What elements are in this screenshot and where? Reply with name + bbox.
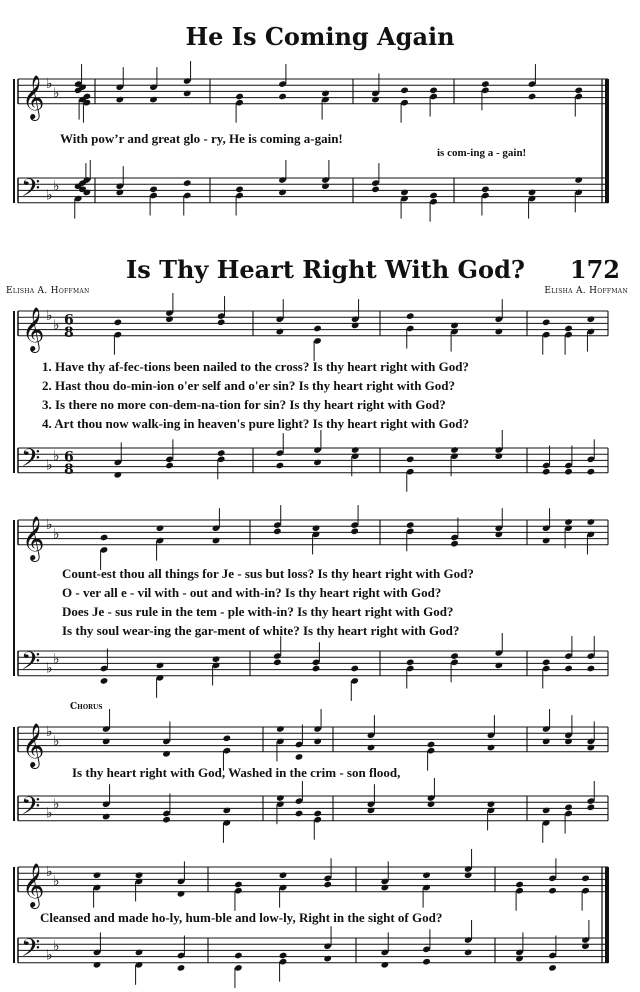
notehead bbox=[481, 80, 490, 88]
notehead bbox=[93, 961, 102, 969]
notehead bbox=[450, 446, 459, 454]
notehead bbox=[276, 725, 285, 733]
notehead bbox=[313, 325, 322, 333]
notehead bbox=[102, 738, 111, 746]
notehead bbox=[149, 186, 158, 194]
flat-icon: ♭ bbox=[53, 178, 60, 195]
treble-clef-icon: 𝄞 bbox=[22, 722, 45, 767]
notehead bbox=[223, 735, 232, 743]
time-signature-top: 6 bbox=[64, 312, 74, 329]
notehead bbox=[162, 750, 171, 758]
notehead bbox=[381, 884, 390, 892]
notehead bbox=[542, 807, 551, 815]
notehead bbox=[495, 328, 504, 336]
notehead bbox=[564, 738, 573, 746]
notehead bbox=[564, 665, 573, 673]
flat-icon: ♭ bbox=[46, 660, 53, 677]
notehead bbox=[450, 322, 459, 330]
notehead bbox=[450, 540, 459, 548]
notehead bbox=[542, 738, 551, 746]
bass-clef-icon: 𝄢 bbox=[21, 933, 41, 969]
flat-icon: ♭ bbox=[53, 526, 60, 543]
notehead bbox=[548, 964, 557, 972]
notehead bbox=[548, 887, 557, 895]
notehead bbox=[371, 186, 380, 194]
notehead bbox=[464, 949, 473, 957]
chorus-label: Chorus bbox=[70, 702, 103, 712]
notehead bbox=[574, 176, 583, 184]
verse-1-line-1: 1. Have thy af-fec-tions been nailed to the cross? Is thy heart right with God? bbox=[42, 359, 469, 374]
treble-clef-icon: 𝄞 bbox=[22, 74, 45, 119]
notehead bbox=[371, 96, 380, 104]
treble-clef-icon: 𝄞 bbox=[22, 306, 45, 351]
notehead bbox=[273, 528, 282, 536]
notehead bbox=[350, 528, 359, 536]
notehead bbox=[422, 871, 431, 879]
flat-icon: ♭ bbox=[46, 724, 53, 741]
notehead bbox=[156, 524, 165, 532]
flat-icon: ♭ bbox=[53, 448, 60, 465]
notehead bbox=[581, 875, 590, 883]
flat-icon: ♭ bbox=[53, 317, 60, 334]
notehead bbox=[587, 518, 596, 526]
notehead bbox=[400, 87, 409, 95]
final-barline-thick bbox=[605, 867, 609, 963]
notehead bbox=[422, 958, 431, 966]
notehead bbox=[367, 807, 376, 815]
notehead bbox=[295, 810, 304, 818]
notehead bbox=[235, 93, 244, 101]
notehead bbox=[487, 800, 496, 808]
flat-icon: ♭ bbox=[46, 517, 53, 534]
prev-hymn-title: He Is Coming Again bbox=[185, 22, 455, 51]
time-signature-bottom: 8 bbox=[64, 324, 74, 341]
notehead bbox=[183, 90, 192, 98]
notehead bbox=[156, 662, 165, 670]
notehead bbox=[587, 665, 596, 673]
notehead bbox=[313, 738, 322, 746]
notehead bbox=[116, 96, 125, 104]
composer-credit: Elisha A. Hoffman bbox=[544, 286, 628, 296]
bass-clef-icon: 𝄢 bbox=[21, 443, 41, 479]
notehead bbox=[367, 744, 376, 752]
prev-hymn-lyric-alt: is com-ing a - gain! bbox=[437, 147, 527, 159]
notehead bbox=[177, 964, 186, 972]
notehead bbox=[114, 471, 123, 479]
notehead bbox=[223, 807, 232, 815]
notehead bbox=[406, 659, 415, 667]
notehead bbox=[427, 800, 436, 808]
notehead bbox=[217, 319, 226, 327]
verse-2-line-2: O - ver all e - vil with - out and with-in? Is thy heart right with God? bbox=[62, 585, 442, 600]
notehead bbox=[321, 182, 330, 190]
notehead bbox=[116, 189, 125, 197]
flat-icon: ♭ bbox=[46, 864, 53, 881]
prev-hymn-lyric: With pow’r and great glo - ry, He is coming a-gain! bbox=[60, 131, 343, 146]
notehead bbox=[177, 890, 186, 898]
flat-icon: ♭ bbox=[46, 457, 53, 474]
flat-icon: ♭ bbox=[46, 308, 53, 325]
notehead bbox=[564, 468, 573, 476]
notehead bbox=[574, 87, 583, 95]
flat-icon: ♭ bbox=[53, 938, 60, 955]
notehead bbox=[406, 456, 415, 464]
notehead bbox=[313, 459, 322, 467]
treble-clef-icon: 𝄞 bbox=[22, 515, 45, 560]
notehead bbox=[183, 179, 192, 187]
flat-icon: ♭ bbox=[53, 873, 60, 890]
notehead bbox=[276, 462, 285, 470]
lyricist-credit: Elisha A. Hoffman bbox=[6, 286, 90, 296]
chorus-line-2: Cleansed and made ho-ly, hum-ble and low-ly, Right in the sight of God? bbox=[40, 910, 443, 925]
treble-clef-icon: 𝄞 bbox=[22, 862, 45, 907]
notehead bbox=[406, 521, 415, 529]
notehead bbox=[321, 90, 330, 98]
notehead bbox=[217, 449, 226, 457]
notehead bbox=[234, 952, 243, 960]
verse-4-line-2: Is thy soul wear-ing the gar-ment of white? Is thy heart right with God? bbox=[62, 623, 460, 638]
flat-icon: ♭ bbox=[53, 733, 60, 750]
notehead bbox=[149, 96, 158, 104]
notehead bbox=[400, 189, 409, 197]
final-barline-thick bbox=[605, 79, 609, 203]
notehead bbox=[564, 325, 573, 333]
notehead bbox=[450, 652, 459, 660]
notehead bbox=[542, 537, 551, 545]
notehead bbox=[100, 677, 109, 685]
notehead bbox=[495, 452, 504, 460]
notehead bbox=[100, 534, 109, 542]
notehead bbox=[165, 315, 174, 323]
notehead bbox=[93, 871, 102, 879]
notehead bbox=[135, 871, 144, 879]
notehead bbox=[564, 518, 573, 526]
notehead bbox=[587, 744, 596, 752]
bass-clef-icon: 𝄢 bbox=[21, 791, 41, 827]
time-signature-top: 6 bbox=[64, 449, 74, 466]
flat-icon: ♭ bbox=[53, 651, 60, 668]
notehead bbox=[427, 741, 436, 749]
notehead bbox=[279, 871, 288, 879]
flat-icon: ♭ bbox=[46, 76, 53, 93]
notehead bbox=[587, 468, 596, 476]
notehead bbox=[464, 871, 473, 879]
notehead bbox=[279, 952, 288, 960]
notehead bbox=[528, 189, 537, 197]
notehead bbox=[212, 537, 221, 545]
notehead bbox=[312, 524, 321, 532]
notehead bbox=[313, 810, 322, 818]
notehead bbox=[542, 659, 551, 667]
notehead bbox=[162, 816, 171, 824]
notehead bbox=[429, 87, 438, 95]
notehead bbox=[351, 446, 360, 454]
notehead bbox=[587, 315, 596, 323]
hymn-title: Is Thy Heart Right With God? bbox=[126, 255, 525, 284]
notehead bbox=[351, 322, 360, 330]
notehead bbox=[276, 794, 285, 802]
verse-2-line-1: 2. Hast thou do-min-ion o'er self and o'er sin? Is thy heart right with God? bbox=[42, 378, 456, 393]
notehead bbox=[276, 328, 285, 336]
hymn-number: 172 bbox=[569, 255, 620, 284]
notehead bbox=[235, 186, 244, 194]
notehead bbox=[495, 662, 504, 670]
notehead bbox=[165, 462, 174, 470]
notehead bbox=[515, 881, 524, 889]
flat-icon: ♭ bbox=[46, 187, 53, 204]
notehead bbox=[481, 186, 490, 194]
notehead bbox=[323, 955, 332, 963]
notehead bbox=[542, 319, 551, 327]
notehead bbox=[212, 655, 221, 663]
notehead bbox=[278, 189, 287, 197]
verse-4-line-1: 4. Art thou now walk-ing in heaven's pure light? Is thy heart right with God? bbox=[42, 416, 470, 431]
verse-1-line-2: Count-est thou all things for Je - sus but loss? Is thy heart right with God? bbox=[62, 566, 474, 581]
notehead bbox=[102, 813, 111, 821]
notehead bbox=[495, 531, 504, 539]
bass-clef-icon: 𝄢 bbox=[21, 173, 41, 209]
notehead bbox=[350, 665, 359, 673]
verse-3-line-1: 3. Is there no more con-dem-na-tion for sin? Is thy heart right with God? bbox=[42, 397, 446, 412]
notehead bbox=[312, 665, 321, 673]
notehead bbox=[515, 955, 524, 963]
notehead bbox=[487, 744, 496, 752]
notehead bbox=[587, 804, 596, 812]
notehead bbox=[564, 804, 573, 812]
notehead bbox=[381, 961, 390, 969]
notehead bbox=[528, 93, 537, 101]
notehead bbox=[295, 753, 304, 761]
notehead bbox=[323, 881, 332, 889]
flat-icon: ♭ bbox=[53, 85, 60, 102]
chorus-line-1: Is thy heart right with God, Washed in the crim - son flood, bbox=[72, 765, 401, 780]
notehead bbox=[406, 312, 415, 320]
notehead bbox=[542, 468, 551, 476]
notehead bbox=[234, 881, 243, 889]
flat-icon: ♭ bbox=[46, 947, 53, 964]
time-signature-bottom: 8 bbox=[64, 461, 74, 478]
notehead bbox=[114, 319, 123, 327]
flat-icon: ♭ bbox=[53, 796, 60, 813]
flat-icon: ♭ bbox=[46, 805, 53, 822]
verse-3-line-2: Does Je - sus rule in the tem - ple with-in? Is thy heart right with God? bbox=[62, 604, 454, 619]
notehead bbox=[135, 949, 144, 957]
notehead bbox=[273, 659, 282, 667]
notehead bbox=[429, 192, 438, 200]
notehead bbox=[581, 942, 590, 950]
bass-clef-icon: 𝄢 bbox=[21, 646, 41, 682]
notehead bbox=[278, 93, 287, 101]
